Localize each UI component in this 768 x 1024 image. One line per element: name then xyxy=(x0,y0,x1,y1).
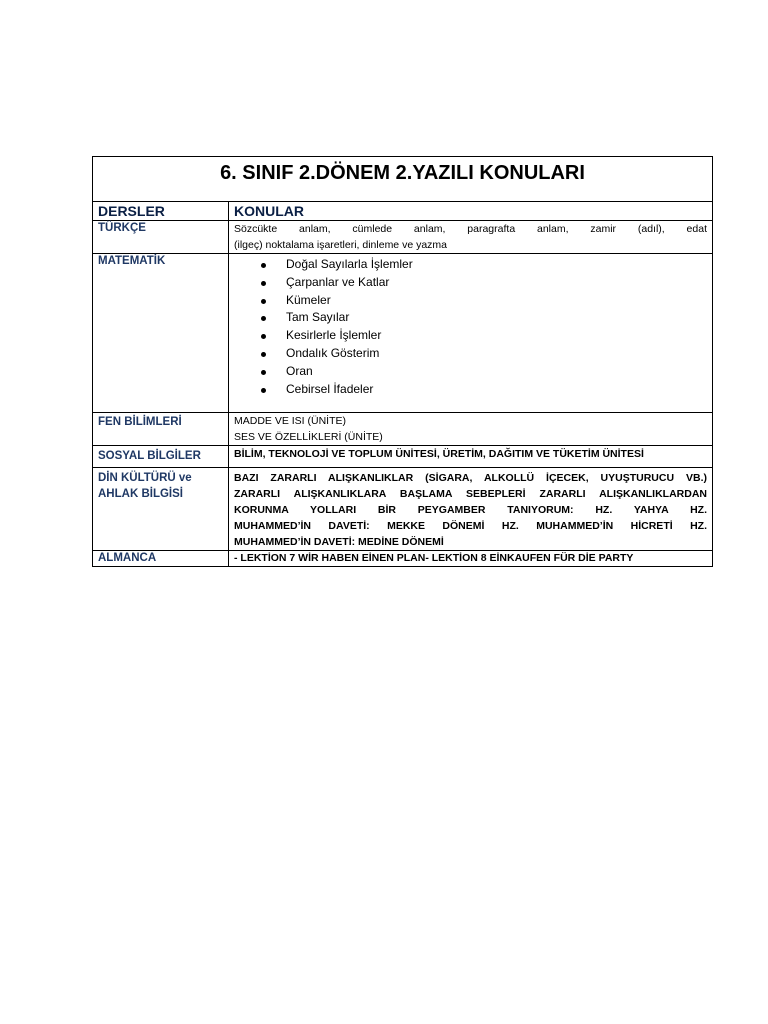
subject-line: AHLAK BİLGİSİ xyxy=(98,488,183,501)
topic-line: BAZI ZARARLI ALIŞKANLIKLAR (SİGARA, ALKOLLÜ İÇECEK, UYUŞTURUCU VB.) xyxy=(234,472,707,485)
table-row xyxy=(93,413,713,446)
topics-table xyxy=(92,156,713,567)
topic-line: (ilgeç) noktalama işaretleri, dinleme ve yazma xyxy=(234,239,447,251)
topic-line: ZARARLI ALIŞKANLIKLARA BAŞLAMA SEBEPLERİ ZARARLI ALIŞKANLIKLARDAN xyxy=(234,488,707,501)
list-item: Oran xyxy=(279,363,707,381)
topics-turkce xyxy=(229,221,713,254)
document-title: 6. SINIF 2.DÖNEM 2.YAZILI KONULARI xyxy=(220,162,585,184)
topic-line: MADDE VE ISI (ÜNİTE) xyxy=(234,415,347,428)
list-item: Kümeler xyxy=(279,292,707,310)
list-item: Kesirlerle İşlemler xyxy=(279,327,707,345)
topic-line: KORUNMA YOLLARI BİR PEYGAMBER TANIYORUM: HZ. YAHYA HZ. xyxy=(234,504,707,517)
topics-din xyxy=(229,468,713,551)
list-item: Doğal Sayılarla İşlemler xyxy=(279,256,707,274)
subject-line: DİN KÜLTÜRÜ ve xyxy=(98,472,192,485)
subject-turkce: TÜRKÇE xyxy=(93,221,229,254)
math-topic-list xyxy=(234,256,707,398)
subject-matematik: MATEMATİK xyxy=(93,254,229,413)
header-topics: KONULAR xyxy=(229,202,713,221)
title-row xyxy=(93,157,713,202)
list-item: Tam Sayılar xyxy=(279,309,707,327)
topic-line: SES VE ÖZELLİKLERİ (ÜNİTE) xyxy=(234,431,383,444)
subject-fen: FEN BİLİMLERİ xyxy=(93,413,229,446)
list-item: Cebirsel İfadeler xyxy=(279,381,707,399)
header-subject: DERSLER xyxy=(93,202,229,221)
topics-almanca: - LEKTİON 7 WİR HABEN EİNEN PLAN- LEKTİON 8 EİNKAUFEN FÜR DİE PARTY xyxy=(229,551,713,567)
topics-sosyal: BİLİM, TEKNOLOJİ VE TOPLUM ÜNİTESİ, ÜRETİM, DAĞITIM VE TÜKETİM ÜNİTESİ xyxy=(229,446,713,468)
topic-line: MUHAMMED’İN DAVETİ: MEKKE DÖNEMİ HZ. MUHAMMED’İN HİCRETİ HZ. xyxy=(234,520,707,533)
table-row xyxy=(93,221,713,254)
header-row xyxy=(93,202,713,221)
topics-matematik xyxy=(229,254,713,413)
table-row xyxy=(93,468,713,551)
subject-almanca: ALMANCA xyxy=(93,551,229,567)
topics-fen xyxy=(229,413,713,446)
table-row xyxy=(93,551,713,567)
table-row xyxy=(93,446,713,468)
subject-din xyxy=(93,468,229,551)
table-row xyxy=(93,254,713,413)
subject-sosyal: SOSYAL BİLGİLER xyxy=(93,446,229,468)
list-item: Ondalık Gösterim xyxy=(279,345,707,363)
topic-line: Sözcükte anlam, cümlede anlam, paragrafta anlam, zamir (adıl), edat xyxy=(234,223,707,235)
topic-line: MUHAMMED’İN DAVETİ: MEDİNE DÖNEMİ xyxy=(234,536,444,549)
list-item: Çarpanlar ve Katlar xyxy=(279,274,707,292)
title-cell xyxy=(93,157,713,202)
